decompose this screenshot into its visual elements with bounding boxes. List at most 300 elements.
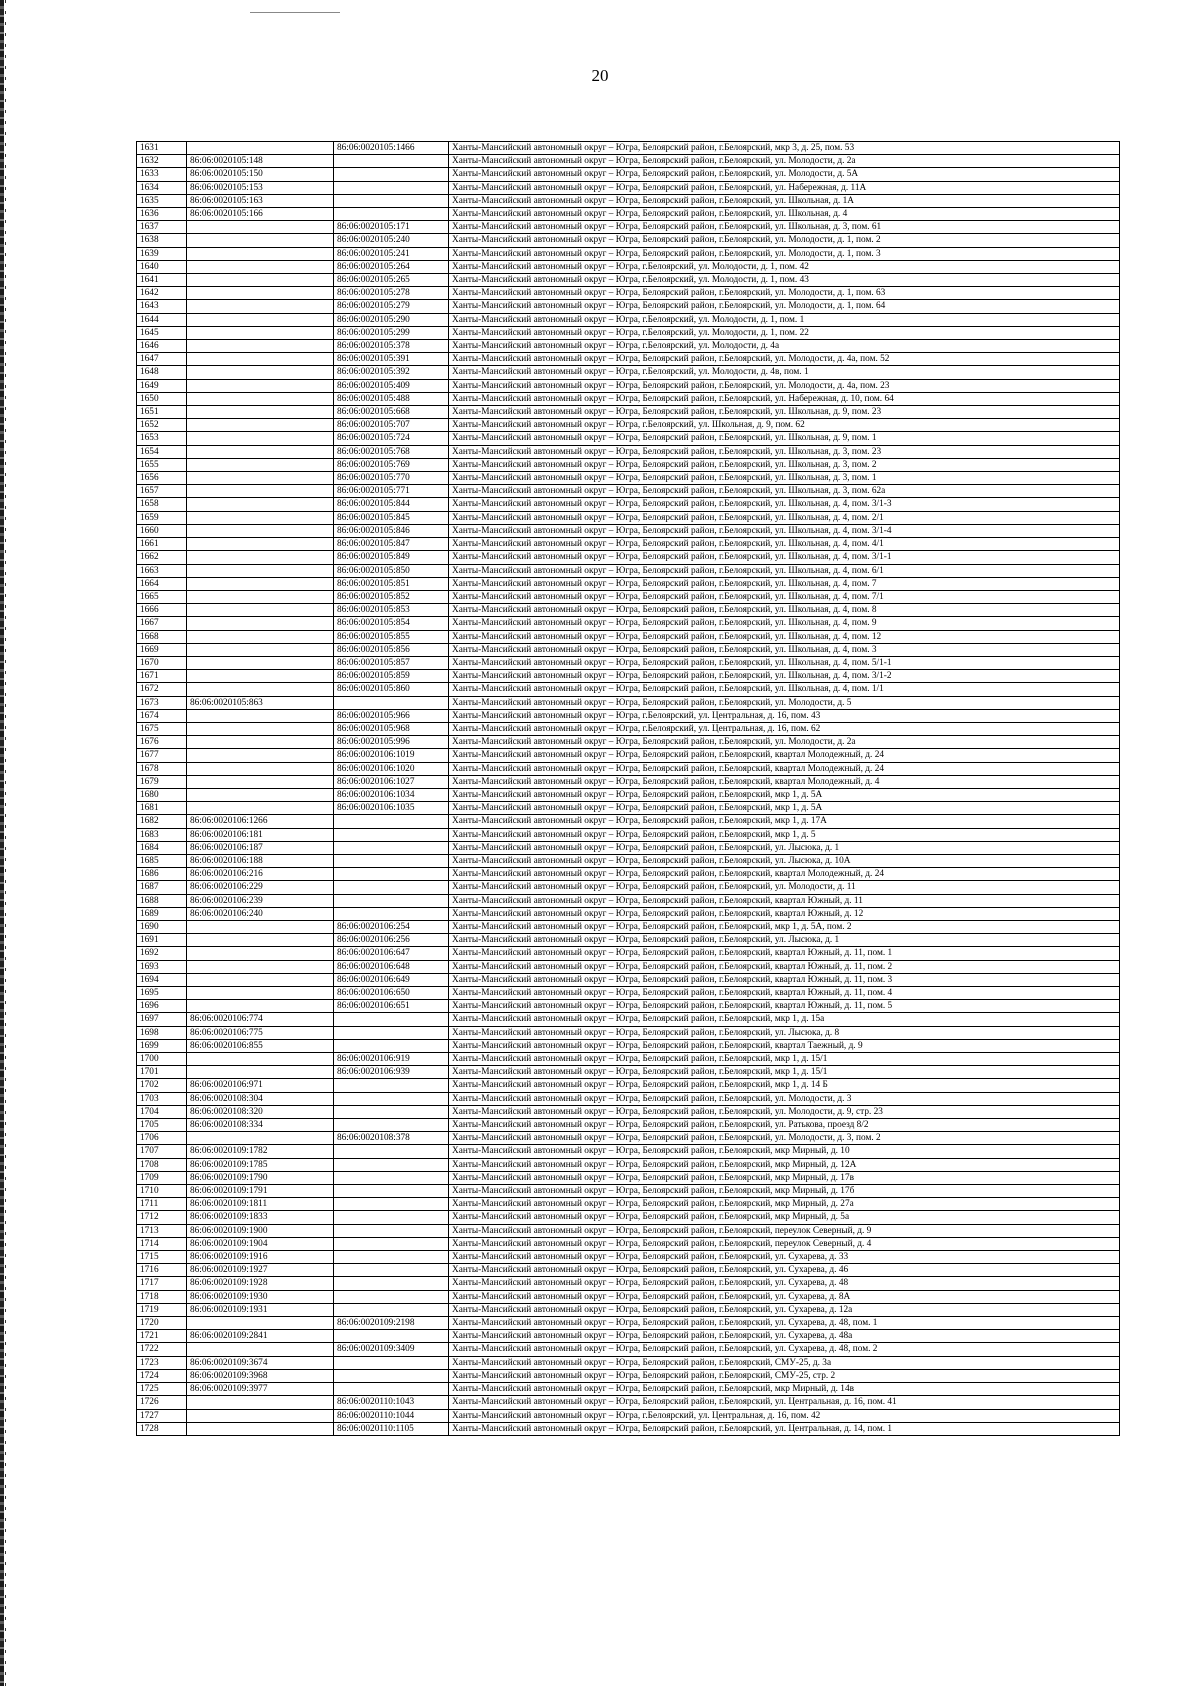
- building-cadastral-number-cell: [187, 947, 334, 960]
- address-cell: Ханты-Мансийский автономный округ – Югра, Белоярский район, г.Белоярский, ул. Школьная, д. 9, пом. 23: [449, 406, 1120, 419]
- address-cell: Ханты-Мансийский автономный округ – Югра, г.Белоярский, ул. Школьная, д. 9, пом. 62: [449, 419, 1120, 432]
- premises-cadastral-number-cell: [334, 1356, 449, 1369]
- table-row: [137, 1066, 1120, 1079]
- building-cadastral-number-cell: [187, 287, 334, 300]
- building-cadastral-number-cell: 86:06:0020105:148: [187, 155, 334, 168]
- address-cell: Ханты-Мансийский автономный округ – Югра, Белоярский район, г.Белоярский, ул. Школьная, д. 4, пом. 3/1-1: [449, 551, 1120, 564]
- row-number-cell: 1705: [137, 1119, 187, 1132]
- address-cell: Ханты-Мансийский автономный округ – Югра, Белоярский район, г.Белоярский, квартал Молодежный, д. 24: [449, 762, 1120, 775]
- address-cell: Ханты-Мансийский автономный округ – Югра, Белоярский район, г.Белоярский, ул. Сухарева, д. 48: [449, 1277, 1120, 1290]
- address-cell: Ханты-Мансийский автономный округ – Югра, Белоярский район, г.Белоярский, мкр 1, д. 5А: [449, 802, 1120, 815]
- table-row: [137, 670, 1120, 683]
- row-number-cell: 1674: [137, 709, 187, 722]
- row-number-cell: 1668: [137, 630, 187, 643]
- address-cell: Ханты-Мансийский автономный округ – Югра, Белоярский район, г.Белоярский, ул. Школьная, д. 3, пом. 23: [449, 445, 1120, 458]
- address-cell: Ханты-Мансийский автономный округ – Югра, г.Белоярский, ул. Молодости, д. 4а: [449, 340, 1120, 353]
- row-number-cell: 1706: [137, 1132, 187, 1145]
- address-cell: Ханты-Мансийский автономный округ – Югра, Белоярский район, г.Белоярский, ул. Молодости, д. 5А: [449, 168, 1120, 181]
- address-cell: Ханты-Мансийский автономный округ – Югра, г.Белоярский, ул. Молодости, д. 1, пом. 22: [449, 326, 1120, 339]
- building-cadastral-number-cell: [187, 406, 334, 419]
- building-cadastral-number-cell: [187, 1066, 334, 1079]
- building-cadastral-number-cell: [187, 1409, 334, 1422]
- building-cadastral-number-cell: 86:06:0020106:1266: [187, 815, 334, 828]
- address-cell: Ханты-Мансийский автономный округ – Югра, Белоярский район, г.Белоярский, ул. Молодости, д. 1, пом. 63: [449, 287, 1120, 300]
- building-cadastral-number-cell: [187, 300, 334, 313]
- address-cell: Ханты-Мансийский автономный округ – Югра, Белоярский район, г.Белоярский, квартал Южный, д. 12: [449, 907, 1120, 920]
- row-number-cell: 1682: [137, 815, 187, 828]
- building-cadastral-number-cell: [187, 366, 334, 379]
- premises-cadastral-number-cell: [334, 1158, 449, 1171]
- table-row: [137, 894, 1120, 907]
- address-cell: Ханты-Мансийский автономный округ – Югра, Белоярский район, г.Белоярский, ул. Школьная, д. 4, пом. 9: [449, 617, 1120, 630]
- row-number-cell: 1646: [137, 340, 187, 353]
- premises-cadastral-number-cell: 86:06:0020106:651: [334, 1000, 449, 1013]
- address-cell: Ханты-Мансийский автономный округ – Югра, Белоярский район, г.Белоярский, ул. Школьная, д. 4, пом. 3: [449, 643, 1120, 656]
- premises-cadastral-number-cell: 86:06:0020109:3409: [334, 1343, 449, 1356]
- building-cadastral-number-cell: [187, 1317, 334, 1330]
- address-cell: Ханты-Мансийский автономный округ – Югра, г.Белоярский, ул. Молодости, д. 1, пом. 43: [449, 274, 1120, 287]
- building-cadastral-number-cell: 86:06:0020105:166: [187, 208, 334, 221]
- building-cadastral-number-cell: 86:06:0020106:188: [187, 854, 334, 867]
- premises-cadastral-number-cell: 86:06:0020105:847: [334, 538, 449, 551]
- address-cell: Ханты-Мансийский автономный округ – Югра, Белоярский район, г.Белоярский, ул. Школьная, д. 4, пом. 8: [449, 604, 1120, 617]
- row-number-cell: 1663: [137, 564, 187, 577]
- row-number-cell: 1692: [137, 947, 187, 960]
- scan-smudge: [250, 12, 340, 13]
- premises-cadastral-number-cell: 86:06:0020105:241: [334, 247, 449, 260]
- building-cadastral-number-cell: 86:06:0020106:855: [187, 1039, 334, 1052]
- address-cell: Ханты-Мансийский автономный округ – Югра, Белоярский район, г.Белоярский, квартал Южный, д. 11, пом. 2: [449, 960, 1120, 973]
- table-row: [137, 1185, 1120, 1198]
- row-number-cell: 1722: [137, 1343, 187, 1356]
- table-row: [137, 419, 1120, 432]
- building-cadastral-number-cell: 86:06:0020109:1785: [187, 1158, 334, 1171]
- premises-cadastral-number-cell: 86:06:0020105:844: [334, 498, 449, 511]
- building-cadastral-number-cell: [187, 670, 334, 683]
- premises-cadastral-number-cell: 86:06:0020105:278: [334, 287, 449, 300]
- building-cadastral-number-cell: 86:06:0020109:3977: [187, 1383, 334, 1396]
- premises-cadastral-number-cell: [334, 1145, 449, 1158]
- address-cell: Ханты-Мансийский автономный округ – Югра, Белоярский район, г.Белоярский, квартал Южный, д. 11, пом. 5: [449, 1000, 1120, 1013]
- building-cadastral-number-cell: [187, 683, 334, 696]
- table-row: [137, 709, 1120, 722]
- table-row: [137, 194, 1120, 207]
- building-cadastral-number-cell: 86:06:0020109:1811: [187, 1198, 334, 1211]
- address-cell: Ханты-Мансийский автономный округ – Югра, Белоярский район, г.Белоярский, ул. Ратькова, проезд 8/2: [449, 1119, 1120, 1132]
- premises-cadastral-number-cell: [334, 1013, 449, 1026]
- premises-cadastral-number-cell: [334, 841, 449, 854]
- premises-cadastral-number-cell: [334, 1079, 449, 1092]
- row-number-cell: 1695: [137, 987, 187, 1000]
- building-cadastral-number-cell: [187, 458, 334, 471]
- building-cadastral-number-cell: [187, 313, 334, 326]
- row-number-cell: 1632: [137, 155, 187, 168]
- table-row: [137, 656, 1120, 669]
- address-cell: Ханты-Мансийский автономный округ – Югра, Белоярский район, г.Белоярский, мкр Мирный, д. 17в: [449, 1171, 1120, 1184]
- building-cadastral-number-cell: [187, 775, 334, 788]
- row-number-cell: 1702: [137, 1079, 187, 1092]
- building-cadastral-number-cell: 86:06:0020109:1833: [187, 1211, 334, 1224]
- address-cell: Ханты-Мансийский автономный округ – Югра, Белоярский район, г.Белоярский, СМУ-25, стр. 2: [449, 1369, 1120, 1382]
- building-cadastral-number-cell: 86:06:0020106:187: [187, 841, 334, 854]
- table-row: [137, 538, 1120, 551]
- premises-cadastral-number-cell: 86:06:0020106:648: [334, 960, 449, 973]
- address-cell: Ханты-Мансийский автономный округ – Югра, Белоярский район, г.Белоярский, ул. Школьная, д. 4, пом. 4/1: [449, 538, 1120, 551]
- table-row: [137, 234, 1120, 247]
- table-row: [137, 1092, 1120, 1105]
- row-number-cell: 1640: [137, 260, 187, 273]
- premises-cadastral-number-cell: 86:06:0020105:769: [334, 458, 449, 471]
- premises-cadastral-number-cell: [334, 1026, 449, 1039]
- table-row: [137, 1369, 1120, 1382]
- building-cadastral-number-cell: [187, 1053, 334, 1066]
- table-row: [137, 854, 1120, 867]
- row-number-cell: 1673: [137, 696, 187, 709]
- address-cell: Ханты-Мансийский автономный округ – Югра, Белоярский район, г.Белоярский, мкр Мирный, д. 10: [449, 1145, 1120, 1158]
- row-number-cell: 1686: [137, 868, 187, 881]
- row-number-cell: 1724: [137, 1369, 187, 1382]
- row-number-cell: 1675: [137, 722, 187, 735]
- address-cell: Ханты-Мансийский автономный округ – Югра, Белоярский район, г.Белоярский, ул. Лысюка, д. 8: [449, 1026, 1120, 1039]
- premises-cadastral-number-cell: 86:06:0020105:392: [334, 366, 449, 379]
- premises-cadastral-number-cell: 86:06:0020105:860: [334, 683, 449, 696]
- building-cadastral-number-cell: [187, 419, 334, 432]
- table-row: [137, 353, 1120, 366]
- building-cadastral-number-cell: [187, 630, 334, 643]
- address-cell: Ханты-Мансийский автономный округ – Югра, Белоярский район, г.Белоярский, квартал Таежный, д. 9: [449, 1039, 1120, 1052]
- scan-edge-speckle: [5, 0, 6, 1686]
- premises-cadastral-number-cell: 86:06:0020105:859: [334, 670, 449, 683]
- premises-cadastral-number-cell: 86:06:0020105:966: [334, 709, 449, 722]
- row-number-cell: 1645: [137, 326, 187, 339]
- page-number: 20: [591, 66, 609, 85]
- building-cadastral-number-cell: [187, 260, 334, 273]
- address-cell: Ханты-Мансийский автономный округ – Югра, Белоярский район, г.Белоярский, ул. Молодости, д. 2а: [449, 155, 1120, 168]
- premises-cadastral-number-cell: 86:06:0020106:1027: [334, 775, 449, 788]
- table-row: [137, 313, 1120, 326]
- premises-cadastral-number-cell: [334, 1330, 449, 1343]
- row-number-cell: 1715: [137, 1251, 187, 1264]
- row-number-cell: 1639: [137, 247, 187, 260]
- building-cadastral-number-cell: 86:06:0020109:1931: [187, 1303, 334, 1316]
- address-cell: Ханты-Мансийский автономный округ – Югра, г.Белоярский, ул. Молодости, д. 1, пом. 1: [449, 313, 1120, 326]
- building-cadastral-number-cell: [187, 326, 334, 339]
- table-row: [137, 960, 1120, 973]
- table-row: [137, 1026, 1120, 1039]
- premises-cadastral-number-cell: [334, 155, 449, 168]
- building-cadastral-number-cell: [187, 234, 334, 247]
- scan-edge-shadow: [0, 0, 4, 1686]
- row-number-cell: 1728: [137, 1422, 187, 1435]
- row-number-cell: 1709: [137, 1171, 187, 1184]
- address-cell: Ханты-Мансийский автономный округ – Югра, Белоярский район, г.Белоярский, ул. Школьная, д. 4, пом. 12: [449, 630, 1120, 643]
- premises-cadastral-number-cell: [334, 1264, 449, 1277]
- address-cell: Ханты-Мансийский автономный округ – Югра, Белоярский район, г.Белоярский, ул. Школьная, д. 3, пом. 62а: [449, 485, 1120, 498]
- building-cadastral-number-cell: [187, 247, 334, 260]
- row-number-cell: 1700: [137, 1053, 187, 1066]
- address-cell: Ханты-Мансийский автономный округ – Югра, Белоярский район, г.Белоярский, ул. Молодости, д. 1, пом. 64: [449, 300, 1120, 313]
- building-cadastral-number-cell: [187, 564, 334, 577]
- row-number-cell: 1721: [137, 1330, 187, 1343]
- table-row: [137, 1053, 1120, 1066]
- building-cadastral-number-cell: [187, 498, 334, 511]
- row-number-cell: 1655: [137, 458, 187, 471]
- table-row: [137, 1383, 1120, 1396]
- table-row: [137, 472, 1120, 485]
- table-row: [137, 168, 1120, 181]
- address-cell: Ханты-Мансийский автономный округ – Югра, г.Белоярский, ул. Молодости, д. 1, пом. 42: [449, 260, 1120, 273]
- table-row: [137, 1422, 1120, 1435]
- building-cadastral-number-cell: 86:06:0020109:1782: [187, 1145, 334, 1158]
- premises-cadastral-number-cell: [334, 1383, 449, 1396]
- building-cadastral-number-cell: 86:06:0020109:3674: [187, 1356, 334, 1369]
- premises-cadastral-number-cell: 86:06:0020105:299: [334, 326, 449, 339]
- address-cell: Ханты-Мансийский автономный округ – Югра, Белоярский район, г.Белоярский, ул. Сухарева, д. 8А: [449, 1290, 1120, 1303]
- building-cadastral-number-cell: [187, 762, 334, 775]
- premises-cadastral-number-cell: 86:06:0020105:849: [334, 551, 449, 564]
- building-cadastral-number-cell: 86:06:0020109:1930: [187, 1290, 334, 1303]
- premises-cadastral-number-cell: 86:06:0020106:256: [334, 934, 449, 947]
- address-cell: Ханты-Мансийский автономный округ – Югра, Белоярский район, г.Белоярский, ул. Школьная, д. 4, пом. 7/1: [449, 590, 1120, 603]
- row-number-cell: 1698: [137, 1026, 187, 1039]
- premises-cadastral-number-cell: 86:06:0020105:409: [334, 379, 449, 392]
- address-cell: Ханты-Мансийский автономный округ – Югра, Белоярский район, г.Белоярский, мкр 1, д. 5: [449, 828, 1120, 841]
- row-number-cell: 1648: [137, 366, 187, 379]
- row-number-cell: 1651: [137, 406, 187, 419]
- address-cell: Ханты-Мансийский автономный округ – Югра, Белоярский район, г.Белоярский, ул. Молодости, д. 3: [449, 1092, 1120, 1105]
- row-number-cell: 1716: [137, 1264, 187, 1277]
- table-row: [137, 300, 1120, 313]
- building-cadastral-number-cell: 86:06:0020106:181: [187, 828, 334, 841]
- address-cell: Ханты-Мансийский автономный округ – Югра, Белоярский район, г.Белоярский, мкр Мирный, д. 17б: [449, 1185, 1120, 1198]
- building-cadastral-number-cell: 86:06:0020109:1927: [187, 1264, 334, 1277]
- table-row: [137, 1079, 1120, 1092]
- row-number-cell: 1696: [137, 1000, 187, 1013]
- row-number-cell: 1654: [137, 445, 187, 458]
- address-cell: Ханты-Мансийский автономный округ – Югра, Белоярский район, г.Белоярский, СМУ-25, д. 3а: [449, 1356, 1120, 1369]
- row-number-cell: 1641: [137, 274, 187, 287]
- row-number-cell: 1707: [137, 1145, 187, 1158]
- row-number-cell: 1638: [137, 234, 187, 247]
- premises-cadastral-number-cell: 86:06:0020105:668: [334, 406, 449, 419]
- building-cadastral-number-cell: [187, 142, 334, 155]
- table-row: [137, 828, 1120, 841]
- premises-cadastral-number-cell: 86:06:0020105:488: [334, 392, 449, 405]
- row-number-cell: 1656: [137, 472, 187, 485]
- row-number-cell: 1642: [137, 287, 187, 300]
- address-cell: Ханты-Мансийский автономный округ – Югра, Белоярский район, г.Белоярский, ул. Сухарева, д. 12а: [449, 1303, 1120, 1316]
- table-row: [137, 247, 1120, 260]
- building-cadastral-number-cell: 86:06:0020109:1900: [187, 1224, 334, 1237]
- premises-cadastral-number-cell: 86:06:0020105:1466: [334, 142, 449, 155]
- row-number-cell: 1669: [137, 643, 187, 656]
- address-cell: Ханты-Мансийский автономный округ – Югра, Белоярский район, г.Белоярский, ул. Школьная, д. 3, пом. 61: [449, 221, 1120, 234]
- address-cell: Ханты-Мансийский автономный округ – Югра, Белоярский район, г.Белоярский, мкр 1, д. 17А: [449, 815, 1120, 828]
- address-cell: Ханты-Мансийский автономный округ – Югра, Белоярский район, г.Белоярский, ул. Школьная, д. 4, пом. 6/1: [449, 564, 1120, 577]
- premises-cadastral-number-cell: [334, 1277, 449, 1290]
- premises-cadastral-number-cell: [334, 907, 449, 920]
- address-cell: Ханты-Мансийский автономный округ – Югра, Белоярский район, г.Белоярский, мкр 1, д. 5А: [449, 788, 1120, 801]
- address-cell: Ханты-Мансийский автономный округ – Югра, Белоярский район, г.Белоярский, ул. Школьная, д. 3, пом. 2: [449, 458, 1120, 471]
- row-number-cell: 1637: [137, 221, 187, 234]
- table-row: [137, 274, 1120, 287]
- building-cadastral-number-cell: [187, 577, 334, 590]
- premises-cadastral-number-cell: [334, 181, 449, 194]
- address-cell: Ханты-Мансийский автономный округ – Югра, Белоярский район, г.Белоярский, ул. Сухарева, д. 48, пом. 2: [449, 1343, 1120, 1356]
- registry-table-body: [137, 142, 1120, 1436]
- table-row: [137, 630, 1120, 643]
- row-number-cell: 1635: [137, 194, 187, 207]
- building-cadastral-number-cell: 86:06:0020109:3968: [187, 1369, 334, 1382]
- address-cell: Ханты-Мансийский автономный округ – Югра, Белоярский район, г.Белоярский, квартал Южный, д. 11: [449, 894, 1120, 907]
- table-row: [137, 379, 1120, 392]
- building-cadastral-number-cell: 86:06:0020109:1790: [187, 1171, 334, 1184]
- building-cadastral-number-cell: 86:06:0020105:163: [187, 194, 334, 207]
- premises-cadastral-number-cell: 86:06:0020105:171: [334, 221, 449, 234]
- row-number-cell: 1719: [137, 1303, 187, 1316]
- premises-cadastral-number-cell: 86:06:0020106:1035: [334, 802, 449, 815]
- row-number-cell: 1684: [137, 841, 187, 854]
- row-number-cell: 1687: [137, 881, 187, 894]
- table-row: [137, 551, 1120, 564]
- table-row: [137, 1356, 1120, 1369]
- row-number-cell: 1710: [137, 1185, 187, 1198]
- building-cadastral-number-cell: 86:06:0020108:304: [187, 1092, 334, 1105]
- row-number-cell: 1657: [137, 485, 187, 498]
- row-number-cell: 1689: [137, 907, 187, 920]
- table-row: [137, 920, 1120, 933]
- building-cadastral-number-cell: 86:06:0020109:1916: [187, 1251, 334, 1264]
- row-number-cell: 1676: [137, 736, 187, 749]
- table-row: [137, 907, 1120, 920]
- building-cadastral-number-cell: [187, 511, 334, 524]
- building-cadastral-number-cell: [187, 736, 334, 749]
- premises-cadastral-number-cell: 86:06:0020105:378: [334, 340, 449, 353]
- table-row: [137, 1211, 1120, 1224]
- table-row: [137, 340, 1120, 353]
- address-cell: Ханты-Мансийский автономный округ – Югра, г.Белоярский, ул. Центральная, д. 16, пом. 43: [449, 709, 1120, 722]
- table-row: [137, 1237, 1120, 1250]
- premises-cadastral-number-cell: [334, 1303, 449, 1316]
- premises-cadastral-number-cell: 86:06:0020105:768: [334, 445, 449, 458]
- row-number-cell: 1631: [137, 142, 187, 155]
- address-cell: Ханты-Мансийский автономный округ – Югра, Белоярский район, г.Белоярский, квартал Молодежный, д. 24: [449, 749, 1120, 762]
- table-row: [137, 1317, 1120, 1330]
- table-row: [137, 868, 1120, 881]
- row-number-cell: 1683: [137, 828, 187, 841]
- address-cell: Ханты-Мансийский автономный округ – Югра, Белоярский район, г.Белоярский, мкр 1, д. 15а: [449, 1013, 1120, 1026]
- premises-cadastral-number-cell: [334, 868, 449, 881]
- premises-cadastral-number-cell: [334, 1211, 449, 1224]
- building-cadastral-number-cell: [187, 392, 334, 405]
- premises-cadastral-number-cell: 86:06:0020105:857: [334, 656, 449, 669]
- building-cadastral-number-cell: 86:06:0020105:150: [187, 168, 334, 181]
- table-row: [137, 1171, 1120, 1184]
- building-cadastral-number-cell: [187, 987, 334, 1000]
- table-row: [137, 524, 1120, 537]
- building-cadastral-number-cell: [187, 973, 334, 986]
- premises-cadastral-number-cell: [334, 1185, 449, 1198]
- table-row: [137, 736, 1120, 749]
- building-cadastral-number-cell: [187, 274, 334, 287]
- table-row: [137, 1409, 1120, 1422]
- address-cell: Ханты-Мансийский автономный округ – Югра, Белоярский район, г.Белоярский, ул. Молодости, д. 4а, пом. 23: [449, 379, 1120, 392]
- address-cell: Ханты-Мансийский автономный округ – Югра, Белоярский район, г.Белоярский, ул. Школьная, д. 4, пом. 7: [449, 577, 1120, 590]
- building-cadastral-number-cell: 86:06:0020106:971: [187, 1079, 334, 1092]
- premises-cadastral-number-cell: [334, 1224, 449, 1237]
- premises-cadastral-number-cell: 86:06:0020106:1034: [334, 788, 449, 801]
- building-cadastral-number-cell: [187, 221, 334, 234]
- table-row: [137, 485, 1120, 498]
- premises-cadastral-number-cell: [334, 1105, 449, 1118]
- building-cadastral-number-cell: 86:06:0020109:1904: [187, 1237, 334, 1250]
- address-cell: Ханты-Мансийский автономный округ – Югра, г.Белоярский, ул. Молодости, д. 4в, пом. 1: [449, 366, 1120, 379]
- row-number-cell: 1714: [137, 1237, 187, 1250]
- address-cell: Ханты-Мансийский автономный округ – Югра, Белоярский район, г.Белоярский, ул. Лысюка, д. 1: [449, 841, 1120, 854]
- building-cadastral-number-cell: 86:06:0020106:229: [187, 881, 334, 894]
- table-row: [137, 1290, 1120, 1303]
- table-row: [137, 775, 1120, 788]
- table-row: [137, 604, 1120, 617]
- table-row: [137, 802, 1120, 815]
- building-cadastral-number-cell: [187, 472, 334, 485]
- table-row: [137, 260, 1120, 273]
- address-cell: Ханты-Мансийский автономный округ – Югра, г.Белоярский, ул. Центральная, д. 16, пом. 62: [449, 722, 1120, 735]
- row-number-cell: 1718: [137, 1290, 187, 1303]
- row-number-cell: 1652: [137, 419, 187, 432]
- building-cadastral-number-cell: 86:06:0020109:1791: [187, 1185, 334, 1198]
- premises-cadastral-number-cell: [334, 1119, 449, 1132]
- table-row: [137, 722, 1120, 735]
- row-number-cell: 1694: [137, 973, 187, 986]
- table-row: [137, 947, 1120, 960]
- table-row: [137, 142, 1120, 155]
- premises-cadastral-number-cell: [334, 1251, 449, 1264]
- table-row: [137, 208, 1120, 221]
- address-cell: Ханты-Мансийский автономный округ – Югра, Белоярский район, г.Белоярский, переулок Северный, д. 4: [449, 1237, 1120, 1250]
- premises-cadastral-number-cell: 86:06:0020105:968: [334, 722, 449, 735]
- premises-cadastral-number-cell: 86:06:0020105:391: [334, 353, 449, 366]
- address-cell: Ханты-Мансийский автономный округ – Югра, Белоярский район, г.Белоярский, мкр 1, д. 5А, пом. 2: [449, 920, 1120, 933]
- table-row: [137, 1330, 1120, 1343]
- building-cadastral-number-cell: [187, 340, 334, 353]
- address-cell: Ханты-Мансийский автономный округ – Югра, Белоярский район, г.Белоярский, ул. Лысюка, д. 1: [449, 934, 1120, 947]
- table-row: [137, 683, 1120, 696]
- premises-cadastral-number-cell: 86:06:0020106:647: [334, 947, 449, 960]
- address-cell: Ханты-Мансийский автономный округ – Югра, Белоярский район, г.Белоярский, квартал Молодежный, д. 24: [449, 868, 1120, 881]
- premises-cadastral-number-cell: [334, 1039, 449, 1052]
- premises-cadastral-number-cell: 86:06:0020106:1020: [334, 762, 449, 775]
- address-cell: Ханты-Мансийский автономный округ – Югра, Белоярский район, г.Белоярский, ул. Сухарева, д. 48, пом. 1: [449, 1317, 1120, 1330]
- row-number-cell: 1680: [137, 788, 187, 801]
- table-row: [137, 643, 1120, 656]
- address-cell: Ханты-Мансийский автономный округ – Югра, Белоярский район, г.Белоярский, квартал Южный, д. 11, пом. 3: [449, 973, 1120, 986]
- building-cadastral-number-cell: 86:06:0020106:240: [187, 907, 334, 920]
- table-row: [137, 762, 1120, 775]
- premises-cadastral-number-cell: 86:06:0020109:2198: [334, 1317, 449, 1330]
- row-number-cell: 1634: [137, 181, 187, 194]
- premises-cadastral-number-cell: 86:06:0020105:853: [334, 604, 449, 617]
- building-cadastral-number-cell: [187, 749, 334, 762]
- row-number-cell: 1670: [137, 656, 187, 669]
- address-cell: Ханты-Мансийский автономный округ – Югра, Белоярский район, г.Белоярский, мкр Мирный, д. 5а: [449, 1211, 1120, 1224]
- row-number-cell: 1691: [137, 934, 187, 947]
- table-row: [137, 1277, 1120, 1290]
- building-cadastral-number-cell: [187, 538, 334, 551]
- premises-cadastral-number-cell: [334, 168, 449, 181]
- table-row: [137, 881, 1120, 894]
- address-cell: Ханты-Мансийский автономный округ – Югра, Белоярский район, г.Белоярский, ул. Молодости, д. 2а: [449, 736, 1120, 749]
